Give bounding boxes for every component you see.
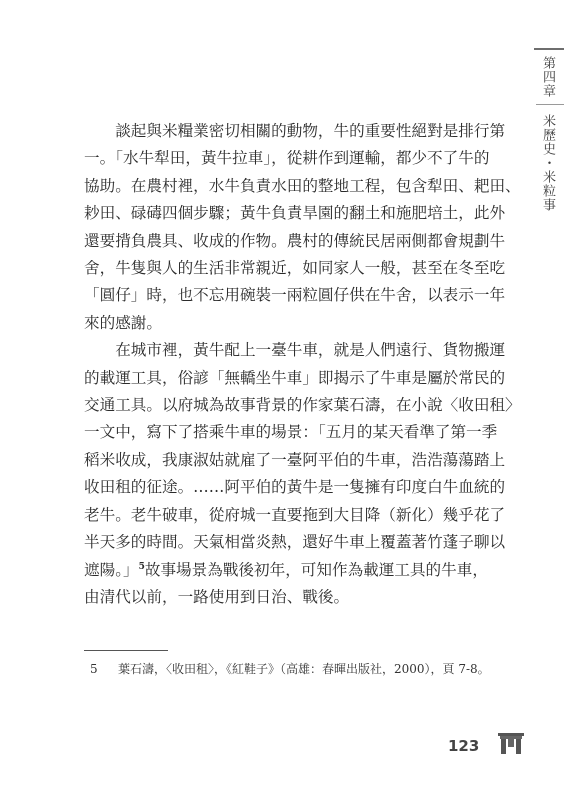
book-title-label: 米歷史・米粒事 (540, 114, 555, 212)
text-line: 舍，牛隻與人的生活非常親近，如同家人一般，甚至在冬至吃 (84, 259, 506, 278)
gate-icon (498, 731, 524, 755)
text-line: 交通工具。以府城為故事背景的作家葉石濤，在小說〈收田租〉 (84, 396, 521, 415)
text-line: 耖田、碌碡四個步驟；黃牛負責旱園的翻土和施肥培土，此外 (84, 204, 506, 223)
footnote-number: 5 (90, 662, 98, 676)
paragraph-1 (84, 118, 521, 337)
body-text (84, 118, 521, 611)
text-line: 半天多的時間。天氣相當炎熱，還好牛車上覆蓋著竹蓬子聊以 (84, 533, 506, 552)
text-line: 一文中，寫下了搭乘牛車的場景：「五月的某天看準了第一季 (84, 423, 498, 442)
paragraph-2 (84, 337, 521, 611)
text-line: 的載運工具，俗諺「無轎坐牛車」即揭示了牛車是屬於常民的 (84, 368, 506, 387)
footnote-reference[interactable]: 5 (138, 561, 145, 572)
text-line: 收田租的征途。……阿平伯的黃牛是一隻擁有印度白牛血統的 (84, 478, 506, 497)
text-line: 來的感謝。 (84, 313, 162, 332)
text-continuation: 故事場景為戰後初年，可知作為載運工具的牛車， (144, 560, 488, 579)
text-line: 「圓仔」時，也不忘用碗裝一兩粒圓仔供在牛舍，以表示一年 (84, 286, 506, 305)
text-line: 老牛。老牛破車，從府城一直要拖到大目降（新化）幾乎花了 (84, 505, 506, 524)
footnote-text: 葉石濤，〈收田租〉，《紅鞋子》（高雄：春暉出版社，2000），頁 7-8。 (118, 662, 490, 676)
footnote (90, 661, 520, 677)
chapter-label: 第四章 (540, 56, 555, 98)
text-line: 還要揹負農具、收成的作物。農村的傳統民居兩側都會規劃牛 (84, 231, 506, 250)
text-line: 稻米收成，我康淑姑就雇了一臺阿平伯的牛車，浩浩蕩蕩踏上 (84, 450, 506, 469)
text-line: 協助。在農村裡，水牛負責水田的整地工程，包含犁田、耙田、 (84, 176, 521, 195)
quote-end-text: 遮陽。」 (84, 560, 139, 579)
text-line: 一。「水牛犁田，黃牛拉車」，從耕作到運輸，都少不了牛的 (84, 149, 490, 168)
text-line: 在城市裡，黃牛配上一臺牛車，就是人們遠行、貨物搬運 (115, 341, 506, 360)
text-line (84, 557, 498, 584)
page-number: 123 (448, 737, 480, 755)
text-line: 談起與米糧業密切相關的動物，牛的重要性絕對是排行第 (115, 122, 506, 140)
footnote-rule (84, 650, 168, 651)
chapter-rule-top (534, 48, 564, 50)
text-line: 由清代以前，一路使用到日治、戰後。 (84, 587, 350, 606)
chapter-rule-divider (536, 104, 564, 105)
